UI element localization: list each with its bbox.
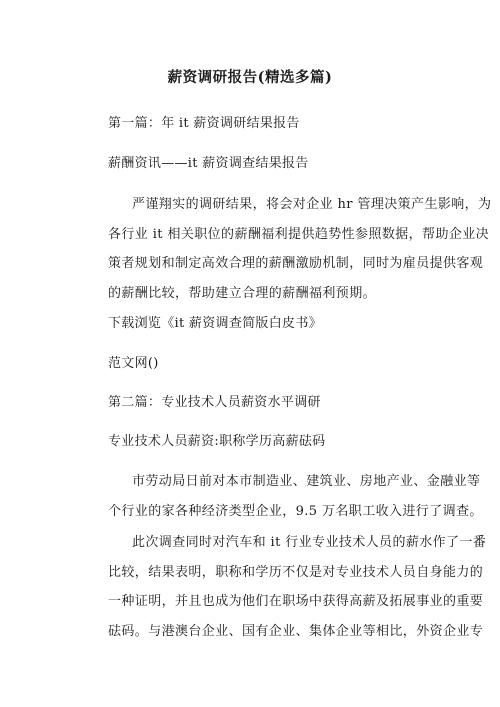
paragraph-survey-results	[84, 190, 492, 308]
text-line: 的薪酬比较，帮助建立合理的薪酬福利预期。	[108, 285, 377, 301]
text-line: 比较，结果表明，职称和学历不仅是对专业技术人员自身能力的	[108, 564, 484, 580]
paragraph-part-two-heading: 第二篇：专业技术人员薪资水平调研	[108, 395, 321, 410]
text-line: 各行业 it 相关职位的薪酬福利提供趋势性参照数据，帮助企业决	[108, 226, 490, 242]
text-line: 严谨翔实的调研结果，将会对企业 hr 管理决策产生影响，为	[132, 197, 492, 212]
paragraph-labor-bureau-survey	[84, 467, 483, 526]
paragraph-auto-it-comparison	[84, 528, 487, 646]
paragraph-download-whitepaper: 下载浏览《it 薪资调查简版白皮书》	[108, 316, 322, 331]
paragraph-part-one-heading: 第一篇：年 it 薪资调研结果报告	[108, 116, 300, 131]
document-title: 薪资调研报告(精选多篇)	[167, 69, 333, 86]
text-line: 砝码。与港澳台企业、国有企业、集体企业等相比，外资企业专	[108, 623, 484, 639]
paragraph-salary-news-heading: 薪酬资讯——it 薪资调查结果报告	[108, 156, 309, 171]
text-line: 此次调查同时对汽车和 it 行业专业技术人员的薪水作了一番	[132, 535, 487, 550]
text-line: 策者规划和制定高效合理的薪酬激励机制，同时为雇员提供客观	[108, 256, 484, 271]
text-line: 市劳动局日前对本市制造业、建筑业、房地产业、金融业等	[132, 474, 481, 489]
paragraph-professional-salary-heading: 专业技术人员薪资:职称学历高薪砝码	[108, 434, 326, 449]
paragraph-fanwen-site: 范文网()	[108, 356, 159, 371]
text-line: 一种证明，并且也成为他们在职场中获得高薪及拓展事业的重要	[108, 594, 484, 609]
text-line: 个行业的家各种经济类型企业，9.5 万名职工收入进行了调查。	[108, 503, 483, 519]
